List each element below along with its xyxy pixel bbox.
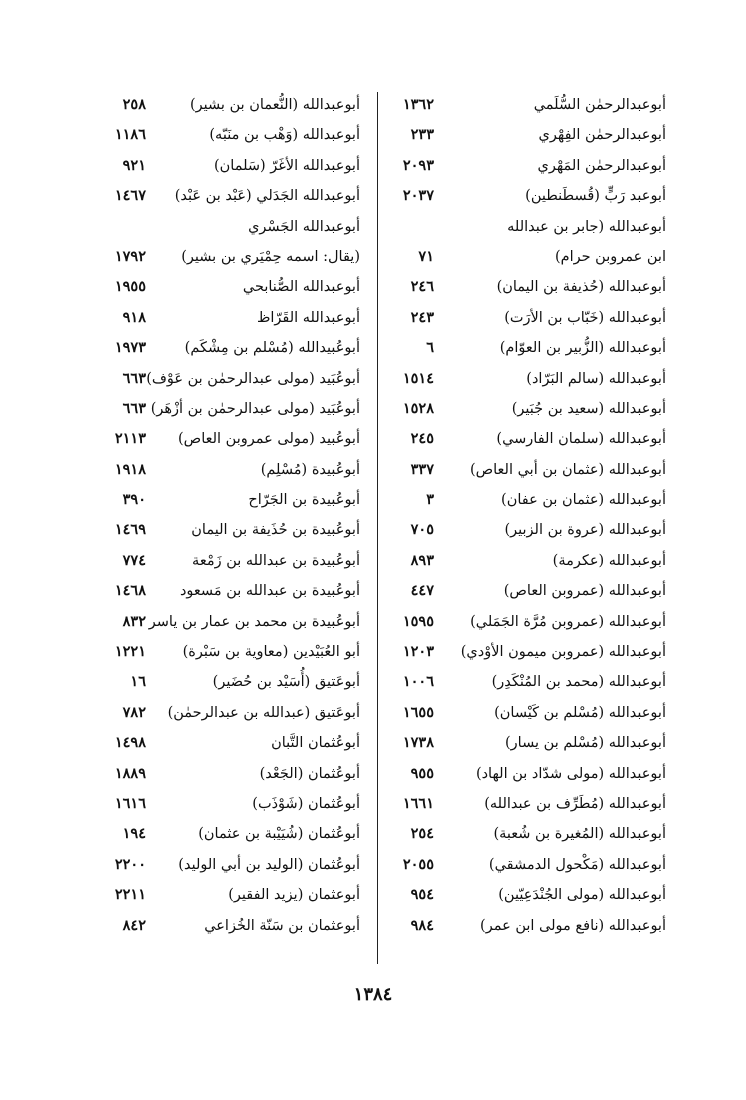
- left-entry-name: أبو العُبَيْدين (معاوية بن سَبْرة): [182, 644, 360, 661]
- index-row: [0, 667, 746, 697]
- right-entry-name: أبوعبدالرحمٰن الفِهْري: [538, 127, 666, 144]
- left-entry-name: أبوعُبيدة بن محمد بن عمار بن ياسر: [148, 613, 360, 630]
- index-row: [0, 911, 746, 941]
- right-entry-name: أبوعبدالله (المُغيرة بن شُعبة): [493, 826, 666, 843]
- index-row: [0, 698, 746, 728]
- left-entry-number: ٧٧٤: [122, 551, 146, 569]
- left-entry-name: أبوعُبيدة (مُسْلِم): [260, 461, 360, 478]
- index-row: [0, 272, 746, 302]
- index-row: [0, 789, 746, 819]
- right-entry-number: ٢٤٥: [410, 430, 434, 448]
- right-entry-number: ٨٩٣: [410, 551, 434, 569]
- right-entry-number: ١٧٣٨: [402, 734, 434, 752]
- index-row: [0, 394, 746, 424]
- index-row: [0, 880, 746, 910]
- right-entry-name: أبوعبدالله (مولى الجُنْدَعِيّين): [498, 887, 666, 904]
- index-row: [0, 120, 746, 150]
- right-entry-number: ٧٠٥: [410, 521, 434, 539]
- right-entry-name: ابن عمروبن حرام): [554, 248, 666, 265]
- left-entry-number: ١٧٩٢: [114, 247, 146, 265]
- right-entry-name: أبوعبدالرحمٰن السُّلَمي: [533, 97, 666, 113]
- index-row: [0, 607, 746, 637]
- right-entry-number: ١٥١٤: [402, 369, 434, 387]
- right-entry-name: أبوعبدالله (جابر بن عبدالله: [507, 218, 666, 235]
- right-entry-number: ٢٣٣: [410, 126, 434, 144]
- left-entry-name: أبوعَتيق (عبدالله بن عبدالرحمٰن): [167, 704, 360, 721]
- right-entry-name: أبوعبدالله (الزُّبير بن العوّام): [499, 340, 666, 357]
- index-row: [0, 181, 746, 211]
- right-entry-name: أبوعبدالله (عثمان بن أبي العاص): [469, 461, 666, 478]
- left-entry-name: أبوعُثمان (شُيَيْبة بن عثمان): [198, 826, 360, 843]
- left-entry-number: ١٩١٨: [114, 460, 146, 478]
- left-entry-number: ١٤٩٨: [114, 734, 146, 752]
- left-entry-number: ١٨٨٩: [114, 764, 146, 782]
- right-entry-number: ٩٥٥: [410, 764, 434, 782]
- left-entry-name: أبوعُبيدة بن الجَرّاح: [248, 492, 360, 509]
- right-entry-number: ٩٨٤: [410, 916, 434, 934]
- right-entry-name: أبوعبدالله (مُطَرِّف بن عبدالله): [484, 795, 666, 812]
- right-entry-number: ١٣٦٢: [402, 96, 434, 113]
- index-row: [0, 212, 746, 242]
- right-entry-number: ٣: [426, 491, 434, 509]
- left-entry-name: أبوعبدالله (النُّعمان بن بشير): [189, 97, 360, 113]
- right-entry-number: ٦: [426, 339, 434, 357]
- left-entry-name: أبوعُبيدة بن عبدالله بن زَمْعة: [192, 552, 360, 569]
- index-row: [0, 303, 746, 333]
- index-row: [0, 364, 746, 394]
- left-entry-name: أبوعبدالله (وَهْب بن منَبّه): [209, 127, 360, 144]
- right-entry-number: ١٢٠٣: [402, 643, 434, 661]
- left-entry-number: ٨٤٢: [122, 916, 146, 934]
- page-number: ١٣٨٤: [353, 984, 393, 1005]
- right-entry-name: أبوعبدالله (عمروبن العاص): [503, 583, 666, 600]
- left-entry-name: أبوعُثمان التَّبان: [271, 735, 360, 752]
- right-entry-name: أبوعبدالله (حُذيفة بن اليمان): [496, 279, 666, 296]
- left-entry-number: ١١٨٦: [114, 126, 146, 144]
- right-entry-name: أبوعبدالله (سلمان الفارسي): [496, 431, 666, 448]
- right-entry-number: ١٦٥٥: [402, 703, 434, 721]
- right-entry-name: أبوعبدالله (نافع مولى ابن عمر): [480, 917, 666, 934]
- right-entry-name: أبوعبدالله (عمروبن مُرَّة الجَمَلي): [470, 613, 666, 630]
- left-entry-name: أبوعُبيدة بن حُذَيفة بن اليمان: [191, 522, 360, 539]
- index-row: [0, 424, 746, 454]
- right-entry-name: أبوعبدالله (محمد بن المُنْكَدِر): [491, 674, 666, 691]
- left-entry-number: ٢١١٣: [114, 430, 146, 448]
- left-entry-name: أبوعُبَيد (مولى عبدالرحمٰن بن عَوْف): [146, 370, 360, 387]
- right-entry-name: أبوعبدالله (مُسْلم بن كَيْسان): [494, 704, 666, 721]
- left-entry-name: أبوعثمان بن سَنّة الخُزاعي: [204, 917, 360, 934]
- left-entry-name: أبوعُبيد (مولى عمروبن العاص): [178, 431, 360, 448]
- right-entry-number: ٢٠٣٧: [402, 187, 434, 205]
- index-row: [0, 850, 746, 880]
- left-entry-number: ٧٨٢: [122, 703, 146, 721]
- right-entry-number: [372, 212, 434, 242]
- left-entry-number: ١٤٦٨: [114, 582, 146, 600]
- left-entry-name: أبوعبدالله الأغَرّ (سَلمان): [213, 157, 360, 174]
- left-entry-number: ٢٢٠٠: [114, 855, 146, 873]
- right-entry-number: ١٥٩٥: [402, 612, 434, 630]
- right-entry-name: أبوعبدالله (خَبّاب بن الأرَت): [504, 309, 666, 326]
- right-entry-name: أبوعبدالله (مَكْحول الدمشقي): [488, 856, 666, 873]
- left-entry-number: ١٦١٦: [114, 794, 146, 812]
- left-entry-name: أبوعبدالله الجَدَلي (عَبْد بن عَبْد): [174, 188, 360, 205]
- left-entry-number: ٣٩٠: [122, 491, 146, 509]
- index-row: [0, 333, 746, 363]
- right-entry-number: ٧١: [418, 247, 434, 265]
- index-row: [0, 637, 746, 667]
- index-row: [0, 242, 746, 272]
- left-entry-number: ١٦: [130, 673, 146, 691]
- right-entry-number: ٢٠٩٣: [402, 156, 434, 174]
- left-entry-name: أبوعُثمان (الوليد بن أبي الوليد): [178, 856, 360, 873]
- index-rows: [0, 90, 746, 941]
- left-entry-number: ٦٦٣: [122, 369, 146, 387]
- left-entry-number: ١٩٧٣: [114, 339, 146, 357]
- right-entry-number: ٢٤٣: [410, 308, 434, 326]
- right-entry-number: ١٠٠٦: [402, 673, 434, 691]
- right-entry-number: ٤٤٧: [410, 582, 434, 600]
- index-row: [0, 151, 746, 181]
- right-entry-name: أبوعبدالله (عثمان بن عفان): [501, 492, 666, 509]
- index-row: [0, 455, 746, 485]
- left-entry-name: أبوعبدالله الصُّنابحي: [242, 279, 360, 296]
- left-entry-number: ٦٦٣: [122, 399, 146, 417]
- right-entry-number: ٢٠٥٥: [402, 855, 434, 873]
- left-entry-name: أبوعُبيدالله (مُسْلم بن مِشْكَم): [184, 340, 360, 357]
- right-entry-name: أبوعبدالرحمٰن المَهْري: [537, 157, 666, 174]
- right-entry-name: أبوعبدالله (عكرمة): [552, 552, 666, 569]
- right-entry-number: ٣٣٧: [410, 460, 434, 478]
- left-entry-name: أبوعُبيدة بن عبدالله بن مَسعود: [179, 583, 360, 600]
- index-row: [0, 728, 746, 758]
- left-entry-number: ١٩٤: [122, 825, 146, 843]
- left-entry-name: (يقال: اسمه حِمْيَري بن بشير): [181, 248, 360, 265]
- right-entry-number: ١٦٦١: [402, 794, 434, 812]
- left-entry-name: أبوعُثمان (الجَعْد): [259, 765, 360, 782]
- right-entry-number: ٢٥٤: [410, 825, 434, 843]
- left-entry-number: ٩١٨: [122, 308, 146, 326]
- left-entry-number: [74, 212, 146, 242]
- right-entry-name: أبوعبدالله (سالم البَرّاد): [526, 370, 666, 387]
- left-entry-number: ١٤٦٩: [114, 521, 146, 539]
- index-row: [0, 515, 746, 545]
- right-entry-name: أبوعبدالله (مُسْلم بن يسار): [505, 735, 666, 752]
- right-entry-number: ٩٥٤: [410, 886, 434, 904]
- left-entry-number: ٨٣٢: [122, 612, 146, 630]
- left-entry-number: ١٩٥٥: [114, 278, 146, 296]
- index-row: [0, 485, 746, 515]
- left-entry-number: ٢٥٨: [122, 96, 146, 113]
- index-row: [0, 576, 746, 606]
- left-entry-number: ١٢٢١: [114, 643, 146, 661]
- left-entry-name: أبوعبدالله القَرّاظ: [256, 309, 360, 326]
- left-entry-number: ٢٢١١: [114, 886, 146, 904]
- right-entry-name: أبوعبدالله (مولى شدّاد بن الهاد): [475, 765, 666, 782]
- right-entry-number: ٢٤٦: [410, 278, 434, 296]
- left-entry-name: أبوعَتيق (أُسَيْد بن حُضَير): [212, 674, 360, 691]
- index-row: [0, 546, 746, 576]
- right-entry-name: أبوعبدالله (عروة بن الزبير): [504, 522, 666, 539]
- right-entry-name: أبوعبدالله (سعيد بن جُبَير): [511, 400, 666, 417]
- left-entry-number: ١٤٦٧: [114, 187, 146, 205]
- right-entry-name: أبوعبد رَبٍّ (قُسطَنطين): [525, 188, 666, 205]
- left-entry-name: أبوعُبَيد (مولى عبدالرحمٰن بن أزْهَر): [150, 400, 360, 417]
- right-entry-name: أبوعبدالله (عمروبن ميمون الأوْدي): [460, 644, 666, 661]
- index-row: [0, 90, 746, 120]
- left-entry-name: أبوعثمان (يزيد الفقير): [228, 887, 360, 904]
- left-entry-name: أبوعُثمان (شَوْذَب): [252, 795, 360, 812]
- index-row: [0, 759, 746, 789]
- left-entry-number: ٩٢١: [122, 156, 146, 174]
- left-entry-name: أبوعبدالله الجَسْري: [248, 218, 360, 235]
- index-row: [0, 819, 746, 849]
- right-entry-number: ١٥٢٨: [402, 399, 434, 417]
